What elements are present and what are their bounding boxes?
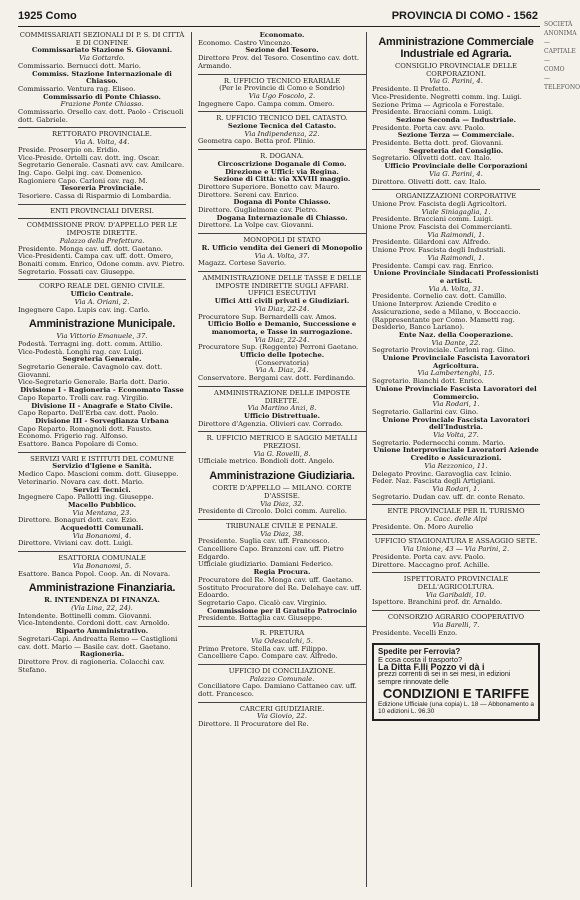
entry-line: Presidente. Porta cav. avv. Paolo. <box>372 123 486 132</box>
entry-line: Via A. Volta, 31. <box>428 284 484 293</box>
entry-line: Via Diaz, 22-24. <box>254 304 310 313</box>
entry-line: Uffici Atti civili privati e Giudiziari. <box>214 297 350 306</box>
entry-line: p. Cacc. delle Alpi <box>424 515 488 524</box>
entry-line: Presidente di Circolo. Dolci comm. Aurelio. <box>198 507 347 516</box>
entry-line: Via Dante, 22. <box>431 338 481 347</box>
entry-line: Vice-Podestà. Longhi rag. cav. Luigi. <box>18 347 144 356</box>
entry-line: Palazzo Comunale. <box>249 674 315 683</box>
entry-line: RETTORATO PROVINCIALE. <box>52 130 152 139</box>
entry-line: SERVIZI VARI E ISTITUTI DEL COMUNE <box>30 454 174 463</box>
section-separator <box>18 218 186 219</box>
entry-line: Primo Pretore. Stella cav. uff. Filippo. <box>198 644 328 653</box>
ad-line: E cosa costa il trasporto? <box>378 654 463 664</box>
entry-line: Direttore. Sereni cav. Enrico. <box>198 190 299 199</box>
entry-line: (Via Lina, 22, 24). <box>71 604 133 612</box>
entry-line: Via G. Parini, 4. <box>429 169 483 178</box>
entry-line: Ufficio delle Ipoteche. <box>239 351 325 360</box>
entry-line: Commissario. Bernucci dott. Mario. <box>18 61 141 70</box>
entry-line: Divisione II - Anagrafe e Stato Civile. <box>31 401 173 410</box>
entry-line: Ispettore. Branchini prof. dr. Arnaldo. <box>372 598 503 607</box>
entry-line: ENTE PROVINCIALE PER IL TURISMO <box>387 507 525 516</box>
entry-line: Sezione di Città: via XXVIII maggio. <box>213 175 351 184</box>
ad-line: prezzi correnti di sei in sei mesi, in edizioni sempre rinnovate delle <box>378 671 511 687</box>
entry-line: Presidente. Gilardoni cav. Alfredo. <box>372 238 491 247</box>
section-separator <box>18 551 186 552</box>
entry-line: R. UFFICIO TECNICO DEL CATASTO. <box>216 114 348 123</box>
advertisement-box <box>372 643 540 721</box>
section-separator <box>18 204 186 205</box>
entry-line: Presidente. Suglia cav. uff. Francesco. <box>198 537 330 546</box>
entry-line: Vice-Presidente. Negretti comm. ing. Luigi. <box>372 92 522 101</box>
entry-line: Via Odescalchi, 5. <box>251 636 313 645</box>
entry-line: Segretario Capo. Cicalò cav. Virginio. <box>198 599 327 607</box>
entry-line: Palazzo della Prefettura. <box>59 236 145 245</box>
entry-line: Via Diaz, 38. <box>260 529 304 538</box>
entry-line: UFFICIO STAGIONATURA E ASSAGGIO SETE. <box>374 537 538 546</box>
entry-line: Cancelliere Capo. Branzoni cav. uff. Pietro Edgardo. <box>198 545 344 561</box>
column-divider <box>366 32 367 887</box>
entry-line: Medico Capo. Mascioni comm. dott. Giuseppe. <box>18 470 179 479</box>
entry-line: Via A. Volta, 44. <box>74 138 130 147</box>
entry-line: Segretario. Pedernecchi comm. Mario. <box>372 438 506 447</box>
header-left: 1925 Como <box>18 10 77 22</box>
entry-line: Ufficiale giudiziario. Damiani Federico. <box>198 560 334 569</box>
section-separator <box>198 74 366 75</box>
entry-line: Ufficio Provinciale delle Corporazioni <box>384 162 528 171</box>
entry-line: R. PRETURA <box>259 629 305 638</box>
column-3 <box>372 32 540 721</box>
entry-line: CONSIGLIO PROVINCIALE DELLE CORPORAZIONI. <box>395 62 517 78</box>
entry-line: UFFICIO DI CONCILIAZIONE. <box>228 666 336 675</box>
entry-line: Via G. Rovelli, 8. <box>253 449 311 458</box>
entry-line: Circoscrizione Doganale di Como. <box>217 159 347 168</box>
entry-line: Tesoreria Provinciale. <box>60 184 144 193</box>
entry-line: Segretario. Dudan cav. uff. dr. conte Renato. <box>372 492 525 501</box>
section-separator <box>198 664 366 665</box>
column-3-body <box>372 36 540 637</box>
section-separator <box>198 702 366 703</box>
section-separator <box>198 149 366 150</box>
entry-line: Capo Reparto. Romagnoli dott. Fausto. <box>18 424 152 433</box>
section-separator <box>18 127 186 128</box>
entry-line: Servizi Tecnici. <box>73 485 131 494</box>
entry-line: ISPETTORATO PROVINCIALE DELL'AGRICOLTURA. <box>403 575 509 591</box>
entry-line: Direttore. Olivetti dott. cav. Italo. <box>372 177 487 186</box>
entry-line: ORGANIZZAZIONI CORPORATIVE <box>395 192 517 201</box>
entry-line: Unione Interprovinciale Lavoratori Aziende Credito e Assicurazioni. <box>373 446 539 463</box>
entry-line: Ing. Capo. Gelpi ing. cav. Domenico. <box>18 168 143 177</box>
entry-line: AMMINISTRAZIONE DELLE TASSE E DELLE IMPOSTE INDIRETTE SUGLI AFFARI. <box>202 273 362 290</box>
entry-line: Unione Interprov. Aziende Credito e Assicurazione, sede a Milano, v. Boccaccio. (Rappresentante per Como. Mametti rag. Desiderio, Banco Lariano). <box>372 300 521 332</box>
entry-line: Unione Provinciale Sindacati Professionisti e artisti. <box>373 269 539 285</box>
entry-line: Via Diaz, 22-24. <box>254 335 310 344</box>
entry-line: Economo. Frigerio rag. Alfonso. <box>18 432 128 441</box>
entry-line: Dogana Internazionale di Chiasso. <box>216 213 348 222</box>
entry-line: Magazz. Cortese Saverio. <box>198 259 286 268</box>
entry-line: Sezione del Tesoro. <box>245 46 319 55</box>
section-separator <box>372 504 540 505</box>
entry-line: TRIBUNALE CIVILE E PENALE. <box>226 521 338 530</box>
entry-line: Via Bonanomi, 4. <box>72 531 132 540</box>
section-separator <box>198 233 366 234</box>
entry-line: Direttore. Maccagno prof. Achille. <box>372 560 490 569</box>
entry-line: Via Volta, 27. <box>433 431 479 440</box>
entry-line: Presidente. Betta dott. prof. Giovanni. <box>372 139 504 148</box>
ad-line: La Ditta F.lli Pozzo vi dà i <box>378 661 485 672</box>
entry-line: Segretario. Olivetti dott. cav. Italo. <box>372 154 492 163</box>
entry-line: Segretario Generale. Casnati avv. cav. Amilcare. <box>18 161 185 170</box>
entry-line: Direttore Prov. del Tesoro. Cosentino cav. dott. Armando. <box>198 54 360 70</box>
entry-line: Segretario Provinciale. Carloni rag. Gino. <box>372 346 516 355</box>
page-edge-text: SOCIETÀ ANONIMA — CAPITALE — COMO — TELEFONO <box>544 21 580 91</box>
section-separator <box>372 189 540 190</box>
entry-line: Presidente. Porta cav. avv. Paolo. <box>372 552 486 561</box>
entry-line: Capo Reparto. Dell'Erba cav. dott. Paolo. <box>18 409 159 418</box>
entry-line: Esattore. Banca Popol. Coop. An. di Novara. <box>18 569 171 578</box>
entry-line: Commissario. Orsello cav. dott. Paolo - Criscuoli dott. Gabriele. <box>18 108 184 124</box>
entry-line: Economato. <box>259 31 305 39</box>
entry-line: Procuratore del Re. Monga cav. uff. Gaetano. <box>198 575 354 584</box>
entry-line: Feder. Naz. Fascista degli Artigiani. <box>372 477 496 486</box>
header-right: PROVINCIA DI COMO - 1562 <box>391 10 538 22</box>
entry-line: Ente Naz. della Cooperazione. <box>398 330 514 339</box>
entry-line: Presidente. On. Moro Aurelio <box>372 522 474 531</box>
section-separator <box>372 572 540 573</box>
entry-line: Sezione Tecnica del Catasto. <box>227 122 337 131</box>
entry-line: Regia Procura. <box>253 568 311 577</box>
entry-line: Ingegnere Capo. Lupis cav. ing. Carlo. <box>18 305 150 314</box>
column-1 <box>18 32 186 674</box>
entry-line: Via Indipendenza, 22. <box>244 129 320 138</box>
entry-line: ESATTORIA COMUNALE <box>58 554 146 563</box>
entry-line: Commissario. Ventura rag. Eliseo. <box>18 84 136 93</box>
entry-line: Podestà. Terragni ing. dott. comm. Attilio. <box>18 339 163 348</box>
ad-line: Spedite per Ferrovia? <box>378 647 461 657</box>
entry-line: Viale Siniagaglia, 1. <box>421 207 491 216</box>
entry-line: Direttore. Il Procuratore del Re. <box>198 720 309 729</box>
entry-line: Ragioneria. <box>79 650 125 659</box>
entry-line: Unione Prov. Fascista degli Industriali. <box>372 246 506 255</box>
entry-line: Ingegnere Capo. Pallotti ing. Giuseppe. <box>18 493 154 502</box>
section-separator <box>18 452 186 453</box>
entry-line: Delegato Provinc. Garavoglia cav. Icinio. <box>372 469 512 478</box>
header-rule <box>18 26 540 27</box>
entry-line: CONSORZIO AGRARIO COOPERATIVO <box>387 613 525 622</box>
entry-line: Segretario Generale. Cavagnolo cav. dott. Giovanni. <box>18 363 163 379</box>
section-heading: Amministrazione Commerciale Industriale ed Agraria. <box>378 36 534 60</box>
section-separator <box>198 271 366 272</box>
entry-line: AMMINISTRAZIONE DELLE IMPOSTE DIRETTE. <box>214 388 350 405</box>
entry-line: Direttore d'Agenzia. Olivieri cav. Corrado. <box>198 419 343 428</box>
entry-line: Via Mentana, 23. <box>72 508 132 517</box>
entry-line: Servizio d'Igiene e Sanità. <box>52 462 152 471</box>
entry-line: Procuratore Sup. Bernardelli cav. Amos. <box>198 312 337 321</box>
entry-line: Direzione e Uffici: via Regina. <box>225 167 339 176</box>
entry-line: Unione Provinciale Fascista Lavoratori del Commercio. <box>375 384 537 401</box>
entry-line: Presidente. Vecelli Enzo. <box>372 628 458 637</box>
entry-line: Presidente. Monga cav. uff. dott. Gaetano. <box>18 244 163 253</box>
entry-line: Frazione Ponte Chiasso. <box>60 100 144 109</box>
entry-line: Unione Provinciale Fascista Lavoratori dell'Industria. <box>382 415 530 432</box>
entry-line: Divisione III - Sorveglianza Urbana <box>35 416 169 425</box>
entry-line: Via Lambertenghi, 15. <box>417 369 495 378</box>
entry-line: Via Rodari, 1. <box>432 484 480 493</box>
entry-line: Economo. Castro Vincenzo. <box>198 38 293 47</box>
entry-line: Vice-Preside. Ortelli cav. dott. ing. Oscar. <box>18 153 160 162</box>
entry-line: Presidente. Battaglia cav. Giuseppe. <box>198 614 323 623</box>
entry-line: Via Bonanomi, 5. <box>72 561 132 570</box>
entry-line: COMMISSIONE PROV. D'APPELLO PER LE IMPOSTE DIRETTE. <box>26 221 178 238</box>
entry-line: Veterinario. Novara cav. dott. Mario. <box>18 477 145 486</box>
entry-line: Via Rezzonico, 11. <box>424 461 488 470</box>
entry-line: Via A. Oriani, 2. <box>74 297 130 306</box>
entry-line: Presidente. Campi cav. rag. Enrico. <box>372 261 494 270</box>
entry-line: Conservatore. Bergami cav. dott. Ferdinando. <box>198 374 356 383</box>
column-divider <box>191 32 192 887</box>
entry-line: Ufficio Distrettuale. <box>244 411 320 420</box>
entry-line: UFFICI ESECUTIVI <box>247 289 317 298</box>
section-separator <box>198 431 366 432</box>
entry-line: Via A. Volta, 37. <box>254 251 310 260</box>
entry-line: Commiss. Stazione Internazionale di Chiasso. <box>32 69 172 86</box>
entry-line: Direttore. La Volpe cav. Giovanni. <box>198 221 314 230</box>
entry-line: Vice-Segretario Generale. Barla dott. Dario. <box>18 378 170 387</box>
entry-line: CORTE D'APPELLO — MILANO. CORTE D'ASSISE. <box>212 484 352 500</box>
entry-line: Sezione Terza — Commerciale. <box>397 131 515 140</box>
ad-headline: CONDIZIONI E TARIFFE <box>382 685 530 701</box>
entry-line: Direttore Prov. di ragioneria. Colacchi cav. Stefano. <box>18 657 165 674</box>
entry-line: Via Ugo Foscolo, 2. <box>248 91 316 100</box>
section-separator <box>372 610 540 611</box>
entry-line: Via Giovio, 22. <box>256 712 308 721</box>
entry-line: Via Raimondi, 1. <box>427 230 485 239</box>
entry-line: Acquedotti Comunali. <box>60 524 144 533</box>
entry-line: Direttore. Guglielmone cav. Pietro. <box>198 206 318 215</box>
section-separator <box>198 626 366 627</box>
entry-line: (Conservatoria) <box>255 358 309 367</box>
entry-line: R. UFFICIO METRICO E SAGGIO METALLI PREZIOSI. <box>206 434 358 451</box>
entry-line: CORPO REALE DEL GENIO CIVILE. <box>39 282 165 291</box>
entry-line: Via Gottardo. <box>79 54 125 63</box>
entry-line: Ufficio Centrale. <box>70 290 134 299</box>
entry-line: Via Raimondi, 1. <box>427 253 485 262</box>
section-separator <box>372 534 540 535</box>
entry-line: Presidente. Bracciani comm. Luigi. <box>372 215 494 224</box>
entry-line: Geometra capo. Betta prof. Plinio. <box>198 137 316 146</box>
entry-line: Via A. Diaz, 24. <box>255 366 309 375</box>
entry-line: COMMISSARIATI SEZIONALI DI P. S. DI CITTÀ E DI CONFINE <box>19 31 185 47</box>
entry-line: Dogana di Ponte Chiasso. <box>233 198 331 207</box>
entry-line: Via Rodari, 1. <box>432 400 480 409</box>
entry-line: MONOPOLI DI STATO <box>243 236 321 245</box>
entry-line: Commissariato Stazione S. Giovanni. <box>31 46 173 55</box>
entry-line: Segretari-Capi. Andreatta Remo — Castiglioni cav. dott. Mario — Basile cav. dott. Gaetano. <box>18 634 178 651</box>
entry-line: Via Garibaldi, 10. <box>425 590 487 599</box>
section-separator <box>198 111 366 112</box>
entry-line: Direttore Superiore. Bonetto cav. Mauro. <box>198 182 340 191</box>
entry-line: Ragioniere Capo. Carloni cav. rag. M. <box>18 176 148 185</box>
section-heading: Amministrazione Giudiziaria. <box>209 470 355 483</box>
entry-line: R. UFFICIO TECNICO ERARIALE <box>223 76 341 85</box>
section-separator <box>198 519 366 520</box>
entry-line: Ingegnere Capo. Campa comm. Omero. <box>198 99 335 108</box>
entry-line: ENTI PROVINCIALI DIVERSI. <box>50 206 154 215</box>
section-separator <box>198 386 366 387</box>
entry-line: Presidente. Cornelio cav. dott. Camillo. <box>372 292 507 301</box>
entry-line: Segretario. Bianchi dott. Enrico. <box>372 377 484 386</box>
entry-line: Unione Prov. Fascista dei Commercianti. <box>372 223 513 232</box>
section-separator <box>18 279 186 280</box>
entry-line: Presidente. Bracciani comm. Luigi. <box>372 108 494 117</box>
section-heading: Amministrazione Finanziaria. <box>28 582 176 595</box>
entry-line: Commissario di Ponte Chiasso. <box>43 92 161 101</box>
entry-line: CARCERI GIUDIZIARIE. <box>239 704 325 713</box>
entry-line: Segretario. Gallarini cav. Gino. <box>372 407 479 416</box>
entry-line: Segreteria Generale. <box>62 355 142 364</box>
entry-line: Cancelliere Capo. Compare cav. Alfredo. <box>198 652 338 661</box>
entry-line: Vice-Intendente. Cordoni dott. cav. Arnoldo. <box>18 619 170 628</box>
entry-line: Sostituto Procuratore del Re. Delehaye cav. uff. Edoardo. <box>198 583 362 600</box>
entry-line: Tesoriere. Cassa di Risparmio di Lombardia. <box>18 192 172 201</box>
entry-line: Unione Prov. Fascista degli Agricoltori. <box>372 199 507 208</box>
entry-line: Divisione I - Ragioneria - Economato Tasse <box>20 386 184 395</box>
entry-line: Commissione per il Gratuito Patrocinio <box>207 606 357 615</box>
entry-line: Sezione Seconda — Industriale. <box>396 115 516 124</box>
entry-line: Sezione Prima — Agricola e Forestale. <box>372 100 505 109</box>
entry-line: Esattore. Banca Popolare di Como. <box>18 440 139 449</box>
entry-line: Conciliatore Capo. Damiano Cattaneo cav. uff. dott. Francesco. <box>198 682 357 699</box>
running-header <box>18 10 538 26</box>
entry-line: Direttore. Viviani cav. dott. Luigi. <box>18 539 133 548</box>
entry-line: Presidente. Il Prefetto. <box>372 85 451 94</box>
entry-line: (Per le Provincie di Como e Sondrio) <box>219 84 345 93</box>
entry-line: Via Diaz, 32. <box>260 499 304 508</box>
entry-line: Preside. Proserpio on. Eridio. <box>18 145 120 154</box>
entry-line: R. DOGANA. <box>260 152 304 161</box>
entry-line: Ufficiale metrico. Bondioli dott. Angelo. <box>198 457 335 466</box>
entry-line: Via Unione, 43 — Via Parini, 2. <box>402 545 510 554</box>
entry-line: Unione Provinciale Fascista Lavoratori Agricoltura. <box>382 354 530 370</box>
entry-line: Riparto Amministrativo. <box>55 627 149 636</box>
column-2 <box>198 32 366 729</box>
entry-line: Via G. Parini, 4. <box>429 77 483 86</box>
entry-line: Direttore. Bonaguri dott. cav. Ezio. <box>18 516 139 525</box>
entry-line: Macello Pubblico. <box>67 500 137 509</box>
entry-line: Ufficio Bollo e Demanio, Successione e manomorta, e Tasse in surrogazione. <box>207 320 357 336</box>
ad-line: Edizione Ufficiale (una copia) L. 18 — Abbonamento a 10 edizioni L. 96.30 <box>378 700 534 716</box>
entry-line: Via Vittorio Emanuele, 37. <box>56 332 148 341</box>
entry-line: Segreteria del Consiglio. <box>408 146 504 155</box>
entry-line: Procuratore Sup. (Reggente) Perroni Gaetano. <box>198 343 359 352</box>
entry-line: Via Martino Anzi, 8. <box>247 404 317 413</box>
entry-line: Segretario. Fossati cav. Giuseppe. <box>18 267 135 276</box>
entry-line: Intendente. Bottinelli comm. Giovanni. <box>18 611 152 620</box>
entry-line: R. INTENDENZA DI FINANZA. <box>44 596 160 605</box>
entry-line: Vice-Presidenti. Campa cav. uff. dott. Omero, Bonaiti comm. Enrico, Odone comm. avv. Pietro. <box>18 252 185 268</box>
section-heading: Amministrazione Municipale. <box>28 318 176 331</box>
entry-line: R. Ufficio vendita dei Generi di Monopolio <box>201 243 363 252</box>
entry-line: Via Barelli, 7. <box>432 620 480 629</box>
entry-line: Capo Reparto. Trolli cav. rag. Virgilio. <box>18 393 149 402</box>
